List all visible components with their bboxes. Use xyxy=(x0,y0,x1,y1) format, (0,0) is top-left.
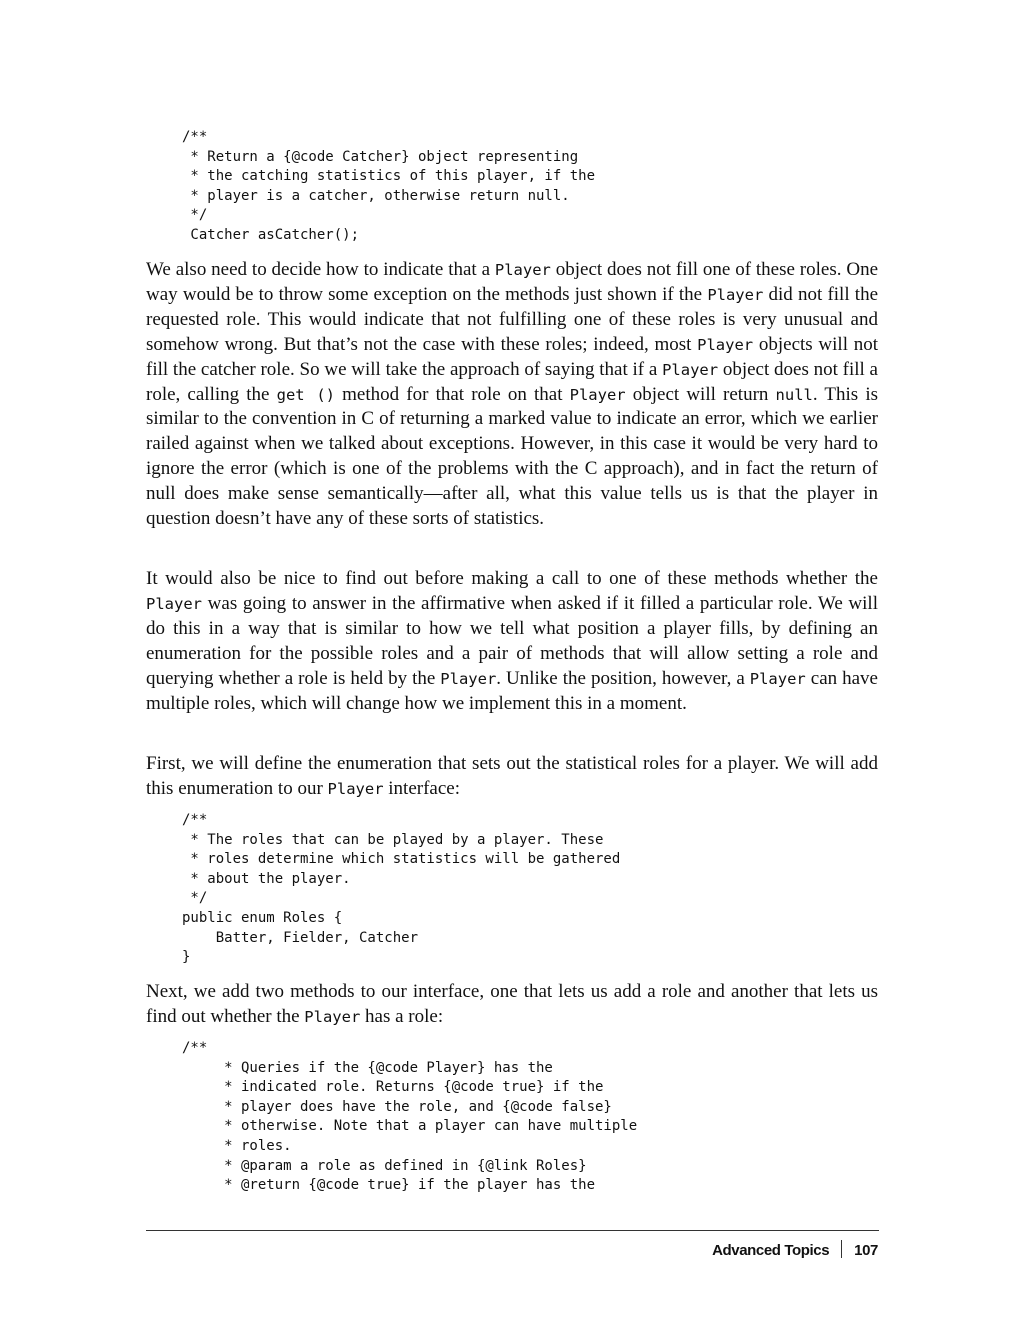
footer-section-title: Advanced Topics xyxy=(712,1242,830,1259)
code-block-has-role: /** * Queries if the {@code Player} has the * indicated role. Returns {@code true} if the * player does have the role, and {@code false} * otherwise. Note that a player can have multiple * roles. * @param a role as defined in {@link Roles} * @return {@code true} if the player has the xyxy=(182,1040,638,1194)
code-block-roles-enum: /** * The roles that can be played by a player. These * roles determine which statistics will be gathered * about the player. */ public enum Roles { Batter, Fielder, Catcher } xyxy=(182,812,621,966)
paragraph-methods-intro: Next, we add two methods to our interface, one that lets us add a role and another that lets us find out whether the Player has a role: xyxy=(146,981,878,1027)
page-number: 107 xyxy=(854,1242,878,1259)
page-footer xyxy=(600,1240,878,1259)
paragraph-null-convention: We also need to decide how to indicate that a Player object does not fill one of these roles. One way would be to throw some exception on the methods just shown if the Player did not fill the requested role. This would indicate that not fulfilling one of these roles is very unusual and somehow wrong. But that’s not the case with these roles; indeed, most Player objects will not fill the catcher role. So we will take the approach of saying that if a Player object does not fill a role, calling the get () method for that role on that Player object will return null. This is similar to the convention in C of returning a marked value to indicate an error, which we earlier railed against when we talked about exceptions. However, in this case it would be very hard to ignore the error (which is one of the problems with the C approach), and in fact the return of null does make sense semantically—after all, what this value tells us is that the player in question doesn’t have any of these sorts of statistics. xyxy=(146,259,879,530)
code-block-catcher: /** * Return a {@code Catcher} object representing * the catching statistics of this player, if the * player is a catcher, otherwise return null. */ Catcher asCatcher(); xyxy=(182,129,596,243)
paragraph-roles-query: It would also be nice to find out before making a call to one of these methods whether the Player was going to answer in the affirmative when asked if it filled a particular role. We will do this in a way that is similar to how we tell what position a player fills, by defining an enumeration for the possible roles and a pair of methods that will allow setting a role and querying whether a role is held by the Player. Unlike the position, however, a Player can have multiple roles, which will change how we implement this in a moment. xyxy=(146,568,878,714)
footer-separator xyxy=(841,1240,842,1258)
footer-divider xyxy=(146,1230,879,1231)
paragraph-enumeration-intro: First, we will define the enumeration that sets out the statistical roles for a player. We will add this enumeration to our Player interface: xyxy=(146,753,878,799)
